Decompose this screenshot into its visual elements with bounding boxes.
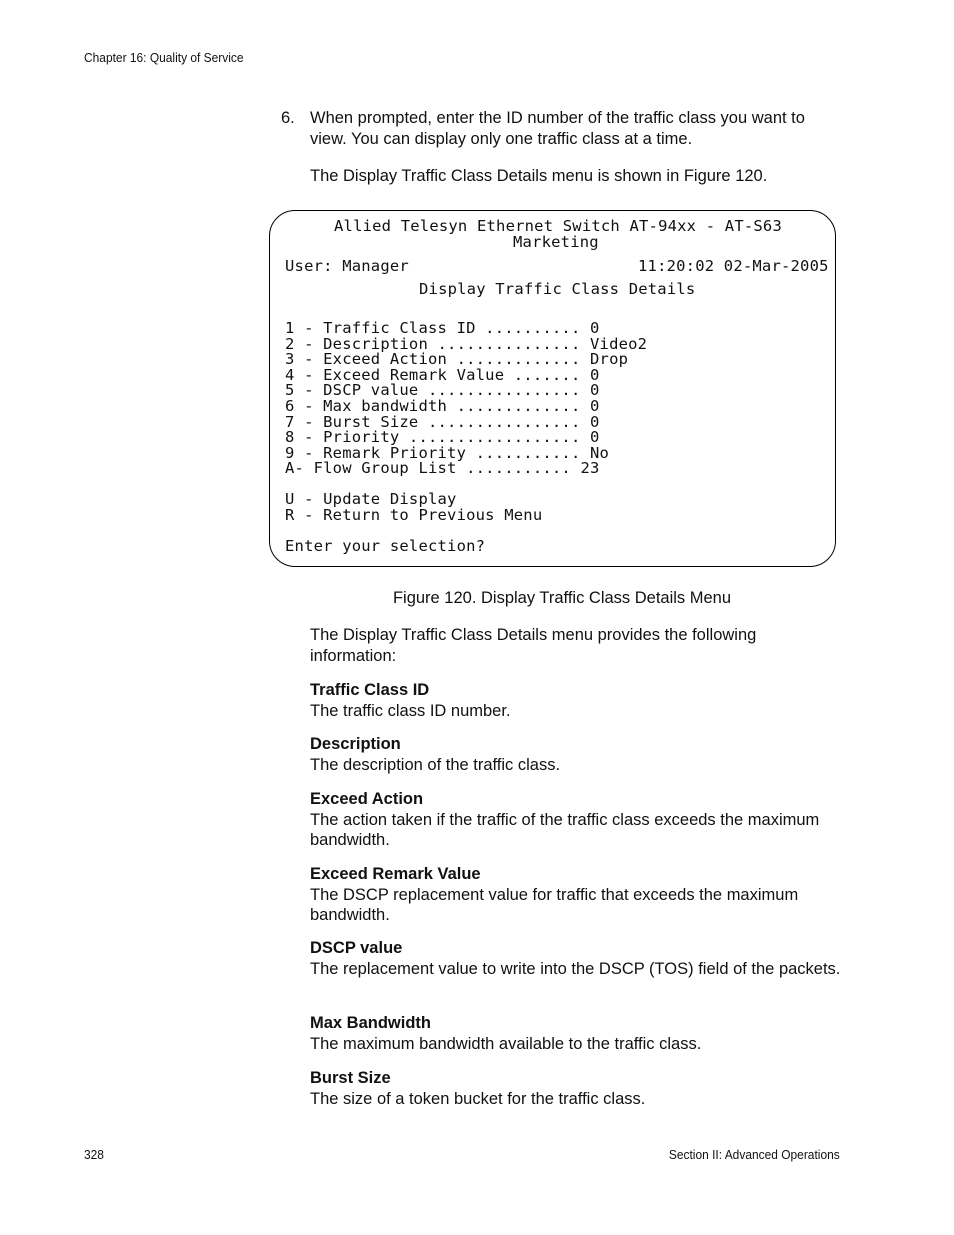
menu-command-return[interactable]: R - Return to Previous Menu [285,505,543,524]
field-name: Traffic Class ID [310,681,430,699]
page-number: 328 [84,1147,104,1162]
menu-item-burst-size[interactable]: 7 - Burst Size ................ 0 [285,412,600,431]
menu-command-update-display[interactable]: U - Update Display [285,490,457,508]
field-name: Description [310,735,401,753]
menu-item-priority[interactable]: 8 - Priority .................. 0 [285,428,600,447]
field-description: The maximum bandwidth available to the traffic class. [310,1034,702,1053]
section-footer: Section II: Advanced Operations [669,1147,840,1162]
terminal-timestamp: 11:20:02 02-Mar-2005 [638,257,829,275]
field-name: DSCP value [310,939,403,957]
field-description: The traffic class ID number. [310,701,511,720]
field-name: Burst Size [310,1069,391,1087]
description-intro: The Display Traffic Class Details menu provides the following information: [310,626,757,665]
terminal-user: User: Manager [285,257,409,275]
menu-item-description[interactable]: 2 - Description ............... Video2 [285,334,648,353]
menu-item-dscp-value[interactable]: 5 - DSCP value ................ 0 [285,381,600,400]
field-description: The replacement value to write into the DSCP (TOS) field of the packets. [310,959,841,978]
field-exceed-remark-value [310,864,845,926]
field-name: Exceed Action [310,790,424,808]
field-description [310,734,845,775]
menu-item-traffic-class-id[interactable]: 1 - Traffic Class ID .......... 0 [285,319,600,337]
terminal-prompt[interactable]: Enter your selection? [285,537,486,555]
menu-item-flow-group-list[interactable]: A- Flow Group List ........... 23 [285,459,600,478]
field-dscp-value [310,938,845,979]
field-name: Max Bandwidth [310,1014,432,1032]
field-max-bandwidth [310,1013,845,1054]
terminal-title-line1: Allied Telesyn Ethernet Switch AT-94xx - AT-S63 [334,217,782,235]
step-text: When prompted, enter the ID number of the traffic class you want to view. You can display only one traffic class at a time. [310,109,805,148]
figure-caption: Figure 120. Display Traffic Class Details Menu [392,589,732,607]
field-description: The size of a token bucket for the traffic class. [310,1089,646,1108]
field-description: The DSCP replacement value for traffic that exceeds the maximum bandwidth. [310,885,799,924]
field-exceed-action [310,789,845,851]
step-number: 6. [281,109,295,127]
menu-item-max-bandwidth[interactable]: 6 - Max bandwidth ............. 0 [285,397,600,415]
figure-intro-text: The Display Traffic Class Details menu is shown in Figure 120. [310,167,768,185]
field-description: The description of the traffic class. [310,755,561,774]
terminal-title-line2: Marketing [513,233,599,251]
menu-item-exceed-action[interactable]: 3 - Exceed Action ............. Drop [285,350,629,369]
field-name: Exceed Remark Value [310,865,481,883]
field-description: The action taken if the traffic of the traffic class exceeds the maximum bandwidth. [310,810,820,849]
menu-item-exceed-remark-value[interactable]: 4 - Exceed Remark Value ....... 0 [285,365,600,384]
field-traffic-class-id [310,680,845,721]
terminal-menu-title: Display Traffic Class Details [419,280,696,298]
field-burst-size [310,1068,845,1109]
running-header: Chapter 16: Quality of Service [84,50,244,65]
menu-item-remark-priority[interactable]: 9 - Remark Priority ........... No [285,443,610,462]
